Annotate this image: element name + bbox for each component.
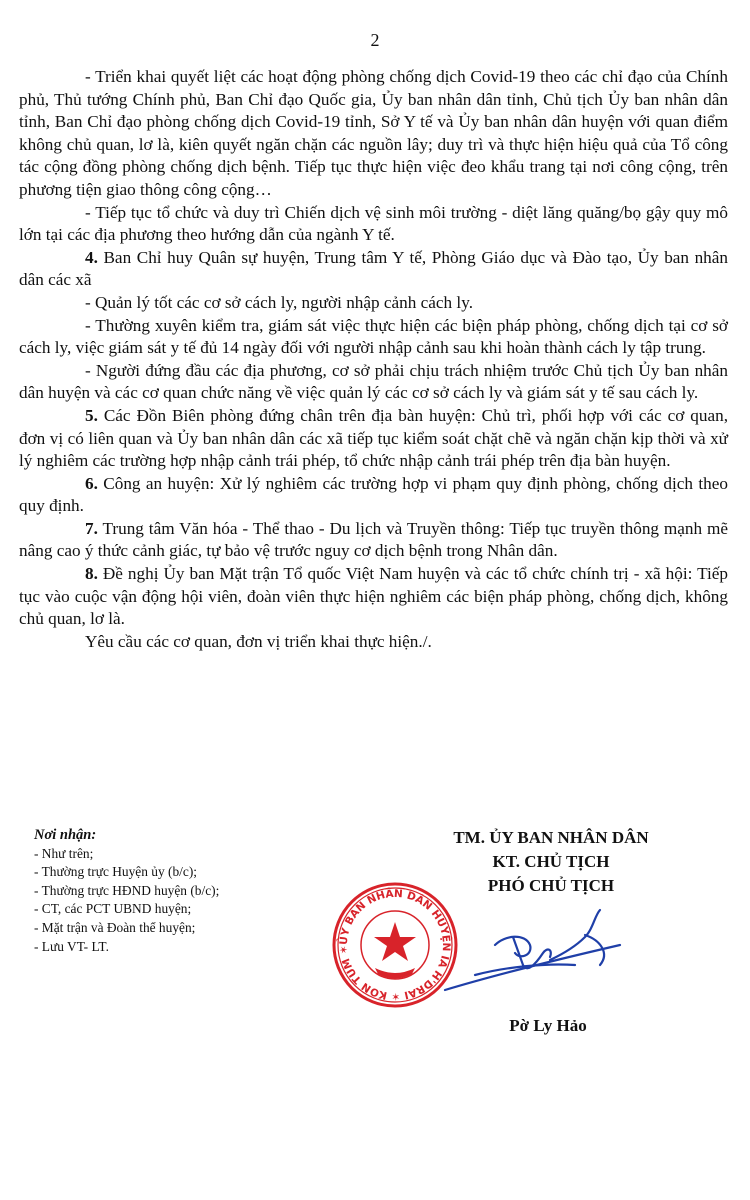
signer-authority: KT. CHỦ TỊCH bbox=[492, 852, 610, 871]
recipients-list bbox=[34, 845, 314, 957]
paragraph-text: Công an huyện: Xử lý nghiêm các trường hợp vi phạm quy định phòng, chống dịch theo quy định. bbox=[19, 473, 728, 516]
body-paragraph bbox=[19, 66, 728, 202]
page-number: 2 bbox=[370, 30, 380, 50]
paragraph-text: - Thường xuyên kiểm tra, giám sát việc thực hiện các biện pháp phòng, chống dịch tại cơ sở cách ly, việc giám sát y tế đủ 14 ngày đối với người nhập cảnh sau khi hoàn thành cách ly tập trung. bbox=[19, 315, 728, 358]
section-number: 8. bbox=[85, 564, 98, 584]
signer-name: Pờ Ly Hảo bbox=[509, 1016, 587, 1035]
paragraph-text: Trung tâm Văn hóa - Thể thao - Du lịch và Truyền thông: Tiếp tục truyền thông mạnh mẽ nâng cao ý thức cảnh giác, tự bảo vệ trước nguy cơ dịch bệnh trong Nhân dân. bbox=[19, 518, 728, 561]
paragraph-text: - Triển khai quyết liệt các hoạt động phòng chống dịch Covid-19 theo các chỉ đạo của Chính phủ, Thủ tướng Chính phủ, Ban Chỉ đạo Quốc gia, Ủy ban nhân dân tỉnh, Chủ tịch Ủy ban nhân dân tỉnh, Ban Chỉ đạo phòng chống dịch Covid-19 tỉnh, Sở Y tế và Ủy ban nhân dân huyện với quan điểm không chủ quan, lơ là, kiên quyết ngăn chặn các nguồn lây; duy trì và thực hiện hiệu quả của Tổ công tác cộng đồng phòng chống dịch bệnh. Tiếp tục thực hiện việc đeo khẩu trang tại nơi công cộng, trên phương tiện giao thông công cộng… bbox=[19, 67, 728, 199]
document-body bbox=[19, 66, 728, 653]
recipients-heading: Nơi nhận: bbox=[34, 827, 97, 843]
body-paragraph bbox=[19, 202, 728, 247]
paragraph-text: Yêu cầu các cơ quan, đơn vị triển khai thực hiện./. bbox=[85, 631, 432, 651]
section-number: 4. bbox=[85, 247, 98, 267]
body-paragraph bbox=[19, 315, 728, 360]
seal-text: ỦY BAN NHÂN DÂN HUYỆN IA H'DRAI ✶ KON TUM ✶ bbox=[337, 887, 453, 1003]
body-paragraph bbox=[19, 563, 728, 631]
body-paragraph bbox=[19, 405, 728, 473]
handwritten-signature bbox=[435, 905, 635, 995]
recipients-block bbox=[34, 826, 314, 956]
body-paragraph bbox=[19, 292, 728, 315]
section-number: 7. bbox=[85, 518, 98, 538]
body-paragraph bbox=[19, 518, 728, 563]
recipient-item: - Như trên; bbox=[34, 845, 94, 861]
paragraph-text: Các Đồn Biên phòng đứng chân trên địa bàn huyện: Chủ trì, phối hợp với các cơ quan, đơn vị có liên quan và Ủy ban nhân dân các xã tiếp tục kiểm soát chặt chẽ và ngăn chặn kịp thời và xử lý nghiêm các trường hợp nhập cảnh trái phép, tổ chức nhập cảnh trái phép trên địa bàn huyện. bbox=[19, 405, 728, 471]
section-number: 5. bbox=[85, 405, 98, 425]
recipient-item: - CT, các PCT UBND huyện; bbox=[34, 901, 192, 917]
body-paragraph bbox=[19, 360, 728, 405]
paragraph-text: - Người đứng đầu các địa phương, cơ sở phải chịu trách nhiệm trước Chủ tịch Ủy ban nhân dân huyện và các cơ quan chức năng về việc quản lý các cơ sở cách ly và giám sát y tế sau cách ly. bbox=[19, 360, 728, 403]
recipient-item: - Thường trực Huyện ủy (b/c); bbox=[34, 864, 198, 880]
paragraph-text: Đề nghị Ủy ban Mặt trận Tổ quốc Việt Nam huyện và các tổ chức chính trị - xã hội: Tiếp tục vào cuộc vận động hội viên, đoàn viên thực hiện nghiêm các biện pháp phòng, chống dịch, không chủ quan, lơ là. bbox=[19, 564, 728, 629]
signer-title: PHÓ CHỦ TỊCH bbox=[487, 876, 615, 895]
recipient-item: - Mặt trận và Đoàn thể huyện; bbox=[34, 919, 196, 935]
recipient-item: - Thường trực HĐND huyện (b/c); bbox=[34, 882, 220, 898]
body-paragraph bbox=[19, 631, 728, 654]
paragraph-text: - Quản lý tốt các cơ sở cách ly, người nhập cảnh cách ly. bbox=[85, 292, 473, 312]
paragraph-text: Ban Chỉ huy Quân sự huyện, Trung tâm Y tế, Phòng Giáo dục và Đào tạo, Ủy ban nhân dân các xã bbox=[19, 247, 728, 290]
paragraph-text: - Tiếp tục tổ chức và duy trì Chiến dịch vệ sinh môi trường - diệt lăng quăng/bọ gậy quy mô lớn tại các địa phương theo hướng dẫn của ngành Y tế. bbox=[19, 202, 728, 245]
signer-org: TM. ỦY BAN NHÂN DÂN bbox=[453, 828, 649, 847]
body-paragraph bbox=[19, 247, 728, 292]
recipient-item: - Lưu VT- LT. bbox=[34, 938, 109, 954]
section-number: 6. bbox=[85, 473, 98, 493]
body-paragraph bbox=[19, 473, 728, 518]
